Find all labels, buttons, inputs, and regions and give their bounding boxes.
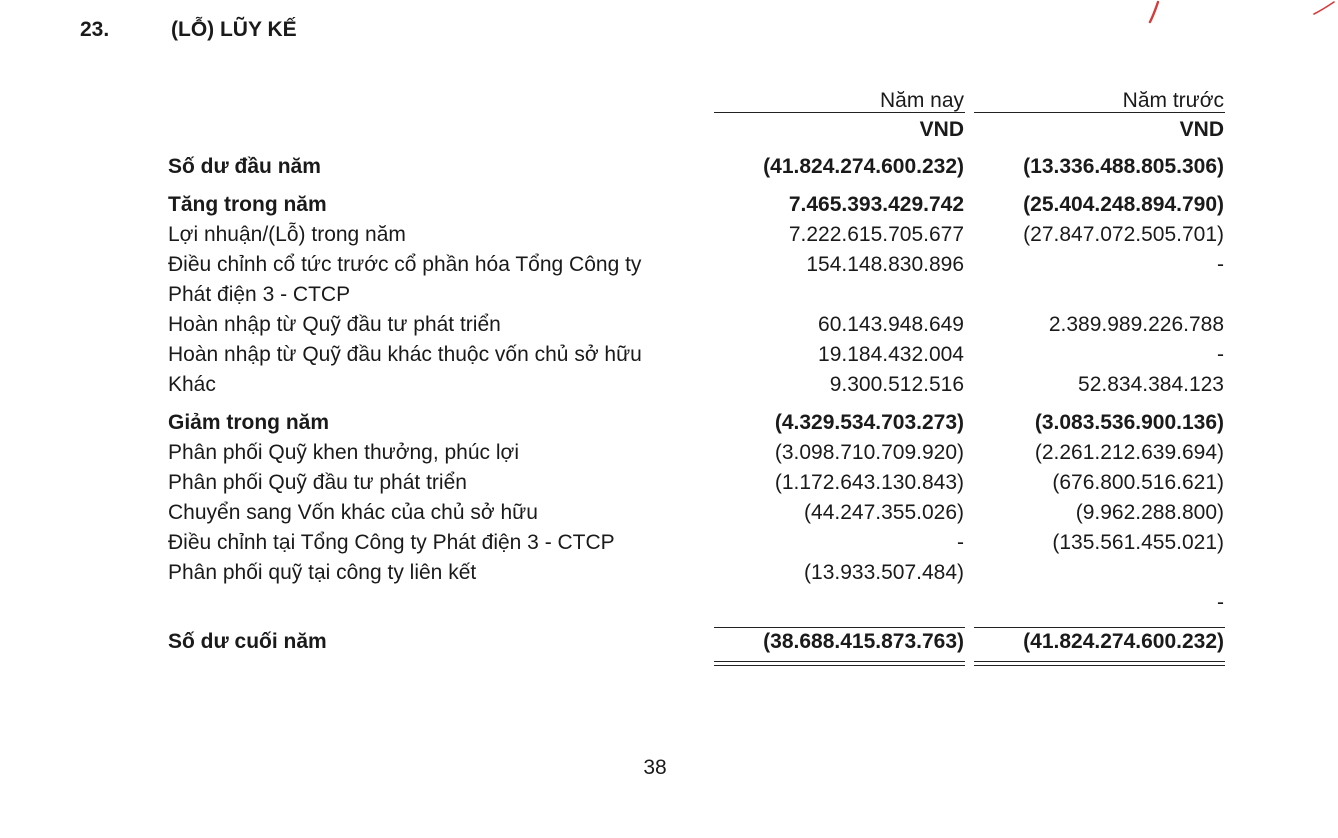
value-prior: - [1217, 343, 1224, 366]
row-transfer-other-capital [168, 498, 1226, 528]
row-label: Chuyển sang Vốn khác của chủ sở hữu [168, 501, 538, 524]
row-label: Khác [168, 373, 216, 396]
row-label: Giảm trong năm [168, 411, 330, 434]
row-dividend-adjustment [168, 250, 1226, 280]
column-header-row [168, 86, 1226, 116]
row-label: Điều chỉnh cổ tức trước cổ phần hóa Tổng Công ty [168, 253, 642, 276]
value-prior: (3.083.536.900.136) [1034, 411, 1224, 434]
red-signature-mark [1138, 0, 1338, 24]
value-prior: 2.389.989.226.788 [1048, 313, 1224, 336]
row-dividend-adjustment-cont [168, 280, 1226, 310]
value-current: (38.688.415.873.763) [763, 630, 964, 653]
row-label: Tăng trong năm [168, 193, 327, 216]
page-number: 38 [643, 756, 667, 779]
column-header-prior-year: Năm trước [1122, 89, 1224, 112]
row-decrease-total [168, 408, 1226, 438]
value-current: - [957, 531, 964, 554]
row-increase-total [168, 190, 1226, 220]
value-prior: (676.800.516.621) [1052, 471, 1224, 494]
value-current: 9.300.512.516 [829, 373, 964, 396]
value-prior: (135.561.455.021) [1052, 531, 1224, 554]
total-double-rule-current [714, 661, 965, 666]
row-opening-balance [168, 152, 1226, 182]
value-prior: - [1217, 253, 1224, 276]
row-label: Lợi nhuận/(Lỗ) trong năm [168, 223, 406, 246]
row-development-fund [168, 468, 1226, 498]
row-label: Phân phối Quỹ đầu tư phát triển [168, 471, 467, 494]
value-current: (44.247.355.026) [804, 501, 964, 524]
value-current: 60.143.948.649 [818, 313, 964, 336]
value-current: 19.184.432.004 [818, 343, 964, 366]
total-rule-top-current [714, 627, 965, 628]
row-other [168, 370, 1226, 400]
ledger-table [168, 86, 1226, 657]
currency-current: VND [919, 118, 964, 141]
value-prior: (27.847.072.505.701) [1023, 223, 1224, 246]
row-profit-loss [168, 220, 1226, 250]
row-label: Hoàn nhập từ Quỹ đầu khác thuộc vốn chủ sở hữu [168, 343, 642, 366]
value-current: (13.933.507.484) [804, 561, 964, 584]
row-label: Phân phối Quỹ khen thưởng, phúc lợi [168, 441, 519, 464]
value-current: (4.329.534.703.273) [774, 411, 964, 434]
value-prior: 52.834.384.123 [1078, 373, 1224, 396]
total-rule-top-prior [974, 627, 1225, 628]
row-associate-fund [168, 558, 1226, 588]
currency-row [168, 115, 1226, 145]
row-reversal-other-fund [168, 340, 1226, 370]
column-header-current-year: Năm nay [879, 89, 964, 112]
section-title: (LỖ) LŨY KẾ [171, 18, 297, 41]
row-label: Phân phối quỹ tại công ty liên kết [168, 561, 477, 584]
row-label: Điều chỉnh tại Tổng Công ty Phát điện 3 - CTCP [168, 531, 615, 554]
value-current: 154.148.830.896 [806, 253, 964, 276]
row-reversal-development-fund [168, 310, 1226, 340]
section-number: 23. [80, 18, 110, 41]
value-prior: (9.962.288.800) [1075, 501, 1224, 524]
row-closing-balance [168, 627, 1226, 657]
value-prior: (25.404.248.894.790) [1023, 193, 1224, 216]
value-prior: (13.336.488.805.306) [1023, 155, 1224, 178]
row-label: Hoàn nhập từ Quỹ đầu tư phát triển [168, 313, 501, 336]
row-label: Số dư cuối năm [168, 630, 327, 653]
value-current: 7.222.615.705.677 [788, 223, 964, 246]
row-label: Số dư đầu năm [168, 155, 321, 178]
total-double-rule-prior [974, 661, 1225, 666]
value-current: (3.098.710.709.920) [774, 441, 964, 464]
row-bonus-welfare-fund [168, 438, 1226, 468]
value-prior: - [1217, 591, 1224, 614]
value-current: (41.824.274.600.232) [763, 155, 964, 178]
value-prior: (41.824.274.600.232) [1023, 630, 1224, 653]
value-current: (1.172.643.130.843) [774, 471, 964, 494]
currency-prior: VND [1179, 118, 1224, 141]
value-prior: (2.261.212.639.694) [1034, 441, 1224, 464]
value-current: 7.465.393.429.742 [788, 193, 964, 216]
row-associate-fund-prior [168, 588, 1226, 618]
row-label: Phát điện 3 - CTCP [168, 283, 351, 306]
row-adjustment-genco3 [168, 528, 1226, 558]
